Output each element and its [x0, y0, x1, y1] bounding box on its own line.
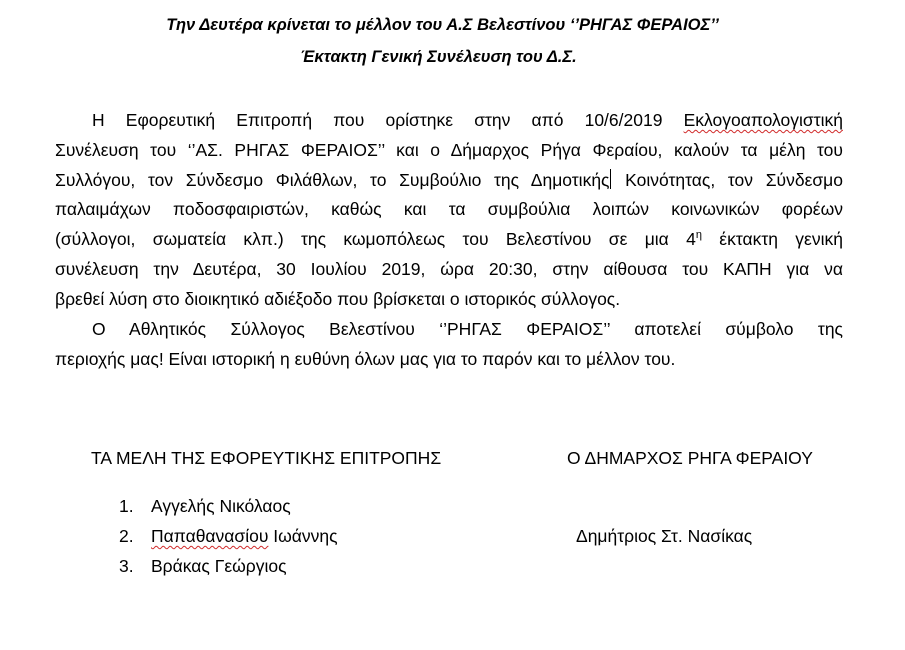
member-name: Γεώργιος — [209, 556, 287, 576]
member-surname: Παπαθανασίου — [151, 526, 269, 546]
paragraph-closing — [55, 315, 843, 375]
member-name: Ιωάννης — [268, 526, 338, 546]
list-number: 1. — [119, 496, 134, 516]
paragraph-line: συνέλευση την Δευτέρα, 30 Ιουλίου 2019, ώρα 20:30, στην αίθουσα του ΚΑΠΗ για να — [55, 258, 843, 279]
text-run: έκτακτη γενική — [701, 229, 843, 250]
paragraph-line: παλαιμάχων ποδοσφαιριστών, καθώς και τα συμβούλια λοιπών κοινωνικών φορέων — [55, 199, 843, 220]
text-run: Κοινότητας, τον Σύνδεσμο — [612, 169, 843, 190]
text-run: Συλλόγου, τον Σύνδεσμο Φιλάθλων, το Συμβούλιο της Δημοτικής — [55, 169, 610, 190]
member-surname: Αγγελής — [151, 496, 215, 516]
document-subtitle: Έκτακτη Γενική Συνέλευση του Δ.Σ. — [300, 48, 577, 66]
list-number: 3. — [119, 556, 134, 576]
list-number: 2. — [119, 526, 134, 546]
paragraph-line — [55, 106, 843, 136]
paragraph-line — [55, 225, 843, 255]
list-item — [119, 523, 338, 553]
paragraph-line: βρεθεί λύση στο διοικητικό αδιέξοδο που βρίσκεται ο ιστορικός σύλλογος. — [55, 288, 621, 309]
mayor-heading: Ο ΔΗΜΑΡΧΟΣ ΡΗΓΑ ΦΕΡΑΙΟΥ — [567, 448, 813, 468]
ordinal-superscript: η — [695, 229, 702, 242]
text-run: (σύλλογοι, σωματεία κλπ.) της κωμοπόλεως του Βελεστίνου σε μια 4 — [55, 229, 696, 250]
paragraph-line: περιοχής μας! Είναι ιστορική η ευθύνη όλων μας για το παρόν και το μέλλον του. — [55, 348, 676, 369]
text-run: Η Εφορευτική Επιτροπή που ορίστηκε στην από 10/6/2019 — [92, 110, 684, 130]
mayor-name: Δημήτριος Στ. Νασίκας — [576, 526, 753, 546]
list-item — [119, 493, 338, 523]
committee-heading: ΤΑ ΜΕΛΗ ΤΗΣ ΕΦΟΡΕΥΤΙΚΗΣ ΕΠΙΤΡΟΠΗΣ — [91, 448, 442, 468]
document-title: Την Δευτέρα κρίνεται το μέλλον του Α.Σ Βελεστίνου ‘’ΡΗΓΑΣ ΦΕΡΑΙΟΣ’’ — [166, 16, 719, 34]
member-surname: Βράκας — [151, 556, 210, 576]
paragraph-line: Ο Αθλητικός Σύλλογος Βελεστίνου ‘’ΡΗΓΑΣ ΦΕΡΑΙΟΣ’’ αποτελεί σύμβολο της — [92, 319, 843, 339]
committee-members-list — [119, 493, 338, 583]
list-item — [119, 553, 338, 583]
paragraph-invitation — [55, 106, 843, 315]
paragraph-line: Συνέλευση του ‘’ΑΣ. ΡΗΓΑΣ ΦΕΡΑΙΟΣ’’ και ο Δήμαρχος Ρήγα Φεραίου, καλούν τα μέλη του — [55, 139, 843, 160]
member-name: Νικόλαος — [214, 496, 291, 516]
misspelled-word: Εκλογοαπολογιστική — [683, 110, 843, 130]
paragraph-line — [55, 166, 843, 196]
